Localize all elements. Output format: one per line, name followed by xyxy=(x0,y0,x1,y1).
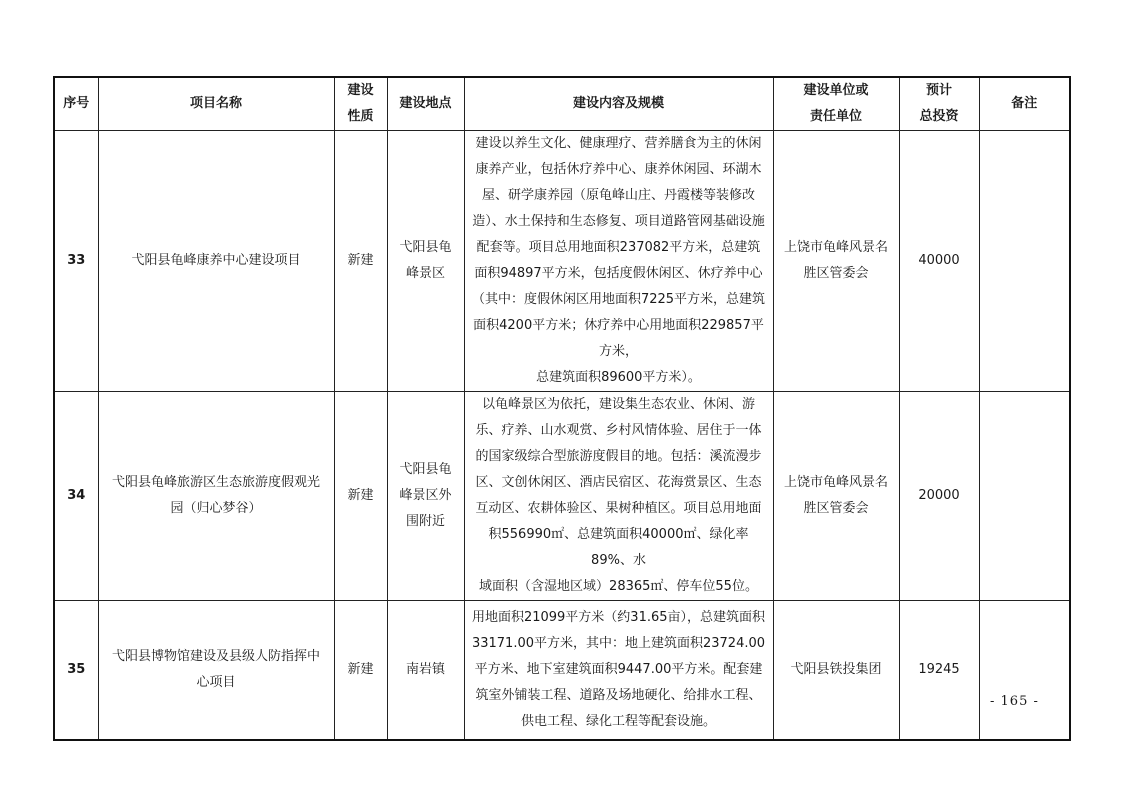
unit-line2: 胜区管委会 xyxy=(803,266,869,281)
content-main: 以龟峰景区为依托，建设集生态农业、休闲、游乐、疗养、山水观赏、乡村风情体验、居住于一体的国家级综合型旅游度假目的地。包括：溪流漫步区、文创休闲区、酒店民宿区、花海赏景区、生态互动区、农耕体验区、果树种植区。项目总用地面积556990㎡、总建筑面积40000㎡、绿化率89%、水 xyxy=(475,397,762,568)
row-remark xyxy=(979,131,1070,392)
unit-line1: 上饶市龟峰风景名 xyxy=(783,475,888,490)
row-location: 南岩镇 xyxy=(387,601,464,740)
table-row xyxy=(54,131,1070,392)
header-nature-line2: 性质 xyxy=(347,109,374,124)
row-nature: 新建 xyxy=(334,131,387,392)
row-investment: 20000 xyxy=(899,392,979,601)
location-line3: 围附近 xyxy=(405,514,445,529)
name-line2: 心项目 xyxy=(196,674,236,690)
row-seq: 33 xyxy=(54,131,98,392)
row-unit: 弋阳县铁投集团 xyxy=(773,601,899,740)
row-location xyxy=(387,392,464,601)
table-row xyxy=(54,392,1070,601)
location-line2: 峰景区 xyxy=(405,266,445,281)
row-remark xyxy=(979,392,1070,601)
row-investment: 19245 xyxy=(899,601,979,740)
row-content xyxy=(464,601,773,740)
project-table xyxy=(53,76,1071,741)
content-main: 建设以养生文化、健康理疗、营养膳食为主的休闲康养产业，包括休疗养中心、康养休闲园、环湖木屋、研学康养园（原龟峰山庄、丹霞楼等装修改造）、水土保持和生态修复、项目道路管网基础设施配套等。项目总用地面积237082平方米，总建筑面积94897平方米，包括度假休闲区、休疗养中心（其中：度假休闲区用地面积7225平方米，总建筑面积4200平方米；休疗养中心用地面积229857平方米， xyxy=(471,136,766,359)
page-number: - 165 - xyxy=(990,694,1039,709)
row-investment: 40000 xyxy=(899,131,979,392)
row-name xyxy=(98,601,334,740)
content-last-line: 总建筑面积89600平方米）。 xyxy=(536,370,701,385)
location-line1: 弋阳县龟 xyxy=(399,462,452,477)
location-line2: 峰景区外 xyxy=(399,488,452,503)
row-nature: 新建 xyxy=(334,601,387,740)
name-line2: 园（归心梦谷） xyxy=(170,501,262,516)
row-nature: 新建 xyxy=(334,392,387,601)
row-unit xyxy=(773,392,899,601)
header-name: 项目名称 xyxy=(98,77,334,131)
location-line1: 弋阳县龟 xyxy=(399,240,452,255)
header-seq: 序号 xyxy=(54,77,98,131)
row-name xyxy=(98,392,334,601)
row-location xyxy=(387,131,464,392)
row-seq: 35 xyxy=(54,601,98,740)
header-remark: 备注 xyxy=(979,77,1070,131)
name-line1: 弋阳县博物馆建设及县级人防指挥中 xyxy=(111,648,320,664)
row-remark xyxy=(979,601,1070,740)
table-header-row xyxy=(54,77,1070,131)
row-unit xyxy=(773,131,899,392)
header-nature-line1: 建设 xyxy=(347,83,374,98)
header-content: 建设内容及规模 xyxy=(464,77,773,131)
row-seq: 34 xyxy=(54,392,98,601)
row-content xyxy=(464,131,773,392)
content-last-line: 域面积（含湿地区域）28365㎡、停车位55位。 xyxy=(479,579,758,594)
row-content xyxy=(464,392,773,601)
row-name: 弋阳县龟峰康养中心建设项目 xyxy=(98,131,334,392)
header-unit-line2: 责任单位 xyxy=(809,109,862,124)
header-nature xyxy=(334,77,387,131)
name-line1: 弋阳县龟峰旅游区生态旅游度假观光 xyxy=(111,475,320,490)
unit-line1: 上饶市龟峰风景名 xyxy=(783,240,888,255)
content-main: 用地面积21099平方米（约31.65亩），总建筑面积33171.00平方米，其中：地上建筑面积23724.00平方米、地下室建筑面积9447.00平方米。配套建筑室外铺装工程、道路及场地硬化、给排水工程、 xyxy=(471,609,766,703)
unit-line2: 胜区管委会 xyxy=(803,501,869,516)
header-unit xyxy=(773,77,899,131)
table-row xyxy=(54,601,1070,740)
header-invest-line2: 总投资 xyxy=(919,109,959,124)
header-location: 建设地点 xyxy=(387,77,464,131)
header-investment xyxy=(899,77,979,131)
content-last-line: 供电工程、绿化工程等配套设施。 xyxy=(520,713,716,729)
header-unit-line1: 建设单位或 xyxy=(803,83,869,98)
header-invest-line1: 预计 xyxy=(925,83,952,98)
